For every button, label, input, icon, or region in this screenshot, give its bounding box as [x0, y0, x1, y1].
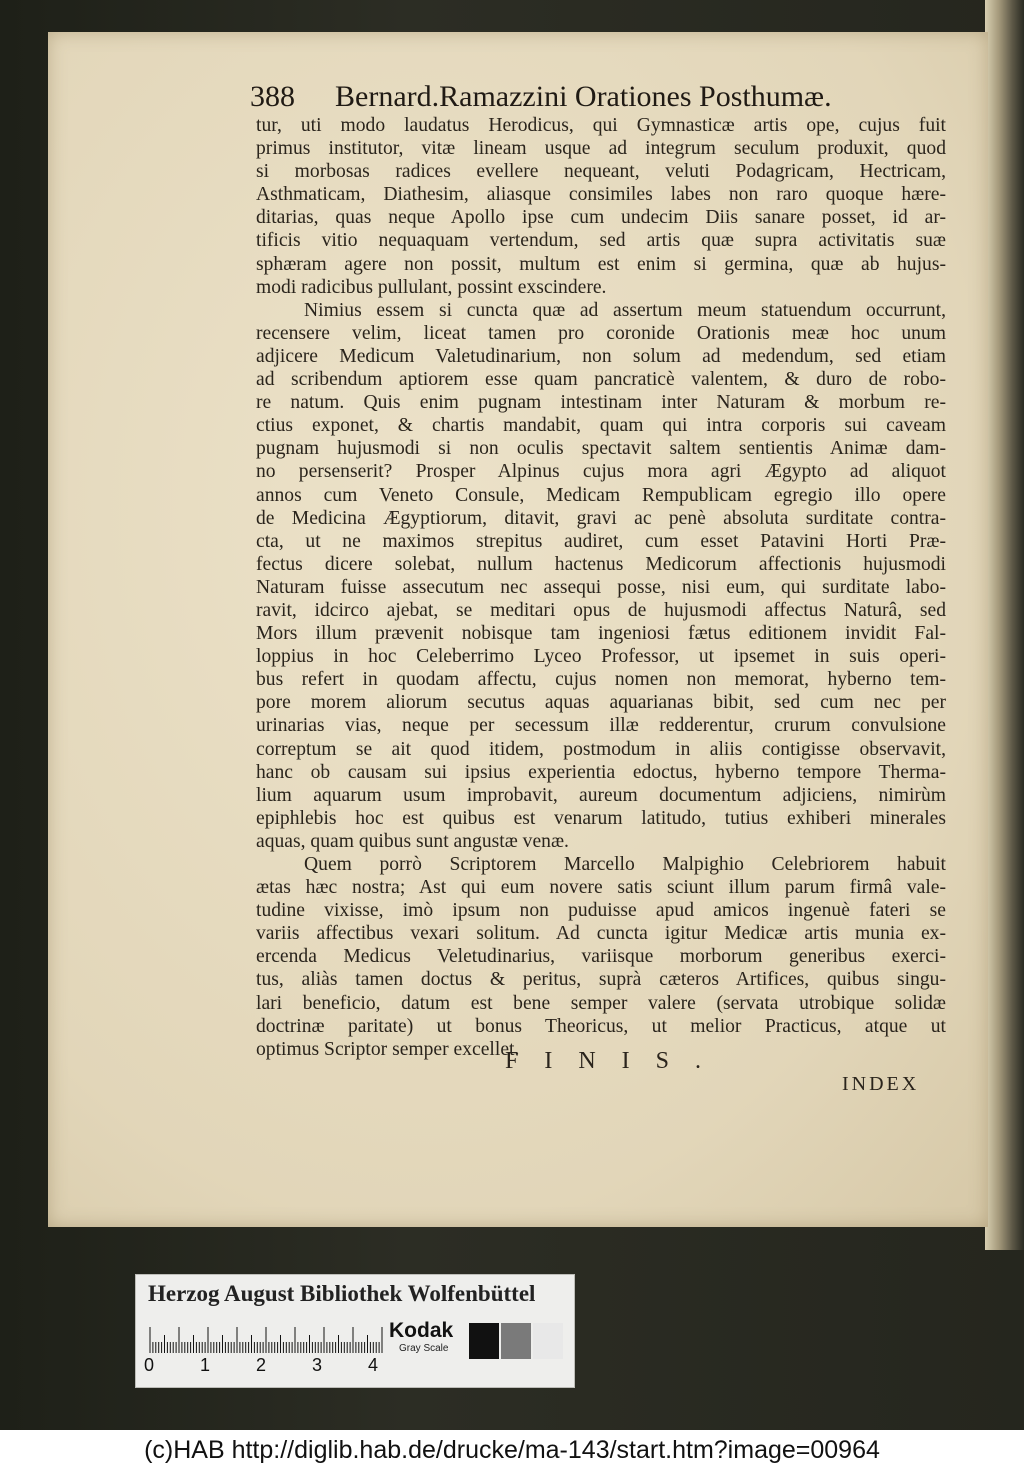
gray-scale-label: Gray Scale	[399, 1343, 449, 1354]
gray-patch-dark	[469, 1323, 499, 1359]
text-line: fectus dicere solebat, nullum hactenus Medicorum affectionis hujusmodi	[256, 553, 946, 575]
body-text	[256, 114, 946, 1061]
text-line: aquas, quam quibus sunt angustæ venæ.	[256, 830, 569, 852]
scale-numbers	[144, 1355, 384, 1379]
text-line: loppius in hoc Celeberrimo Lyceo Professor, ut ipsemet in suis operi-	[256, 646, 946, 668]
book-spine-edge	[985, 0, 1024, 1250]
scale-number: 3	[312, 1355, 323, 1375]
text-line: no persenserit? Prosper Alpinus cujus mora agri Ægypto ad aliquot	[256, 461, 946, 483]
text-line: adjicere Medicum Valetudinarium, non solum ad medendum, sed etiam	[256, 345, 946, 367]
text-line: re natum. Quis enim pugnam intestinam inter Naturam & morbum re-	[256, 392, 946, 414]
text-line: epiphlebis hoc est quibus est venarum latitudo, tutius exhiberi minerales	[256, 807, 946, 829]
text-line: tur, uti modo laudatus Herodicus, qui Gymnasticæ artis ope, cujus fuit	[256, 115, 946, 136]
gray-patch-light	[533, 1323, 563, 1359]
text-line: ætas hæc nostra; Ast qui eum novere satis sciunt illum parum firmâ vale-	[256, 877, 946, 899]
text-line: ercenda Medicus Veletudinarius, variisque morborum generibus exerci-	[256, 946, 946, 968]
text-line: primus institutor, vitæ lineam usque ad integrum seculum produxit, quod	[256, 138, 946, 160]
text-line: tus, aliàs tamen doctus & peritus, suprà cæteros Artifices, quibus singu-	[256, 969, 946, 991]
text-line: urinarias vias, neque per secessum illæ redderentur, crurum convulsione	[256, 715, 946, 737]
scale-number: 2	[256, 1355, 267, 1375]
text-line: doctrinæ paritate) ut bonus Theoricus, ut melior Practicus, atque ut	[256, 1015, 946, 1037]
library-name: Herzog August Bibliothek Wolfenbüttel	[148, 1281, 536, 1306]
source-footer: (c)HAB http://diglib.hab.de/drucke/ma-143/start.htm?image=00964	[0, 1430, 1024, 1470]
text-line: ctius exponet, & chartis mandabit, quam qui intra corporis sui caveam	[256, 415, 946, 437]
text-line: optimus Scriptor semper excellet.	[256, 1038, 520, 1060]
text-line: hanc ob causam sui ipsius experientia edoctus, hyberno tempore Therma-	[256, 761, 946, 783]
text-line: pore morem aliorum secutus aquas aquarianas bibit, sed cum nec per	[256, 692, 946, 714]
text-line: cta, ut ne maximos strepitus audiret, cum esset Patavini Horti Præ-	[256, 530, 946, 552]
text-line: annos cum Veneto Consule, Medicam Rempublicam egregio illo opere	[256, 484, 946, 506]
text-line: correptum se ait quod itidem, postmodum in aliis contigisse observavit,	[256, 738, 946, 760]
text-line: tudine vixisse, imò ipsum non puduisse apud amicos ingenuè fateri se	[256, 900, 946, 922]
text-line: pugnam hujusmodi si non oculis spectavit saltem sentientis Animæ dam-	[256, 438, 946, 460]
page-number: 388	[250, 80, 295, 113]
finis-mark: FINIS.	[505, 1048, 728, 1074]
text-line: de Medicina Ægyptiorum, ditavit, gravi ac penè absoluta surditate contra-	[256, 507, 946, 529]
catchword: INDEX	[842, 1073, 920, 1095]
gray-patch-mid	[501, 1323, 531, 1359]
text-line: Asthmaticam, Diathesim, aliasque consimiles labes non raro quoque hære-	[256, 184, 946, 206]
text-line: lium aquarum usum improbavit, aureum documentum adjiciens, nimirùm	[256, 784, 946, 806]
text-line: sphæram agere non possit, multum est enim si germina, quæ ab hujus-	[256, 253, 946, 275]
text-line: ravit, idcirco ajebat, se meditari opus de hujusmodi affectus Naturâ, sed	[256, 599, 946, 621]
scale-number: 4	[368, 1355, 379, 1375]
kodak-logo: Kodak	[389, 1319, 454, 1342]
text-line: tificis vitio nequaquam vertendum, sed artis quæ supra activitatis suæ	[256, 230, 946, 252]
text-line: Mors illum prævenit nobisque tam ingeniosi fætus editionem invidit Fal-	[256, 623, 946, 645]
text-line: ditarias, quas neque Apollo ipse cum undecim Diis sanare posset, id ar-	[256, 207, 946, 229]
text-line: variis affectibus vexari solitum. Ad cuncta igitur Medicæ artis munia ex-	[256, 923, 946, 945]
scale-number: 1	[200, 1355, 211, 1375]
text-line: Nimius essem si cuncta quæ ad assertum meum statuendum occurrunt,	[304, 299, 946, 321]
text-line: modi radicibus pullulant, possint exscindere.	[256, 276, 607, 298]
text-line: Quem porrò Scriptorem Marcello Malpighio Celebriorem habuit	[304, 854, 946, 875]
scale-ruler	[148, 1325, 386, 1353]
text-line: si morbosas radices evellere nequeant, veluti Podagricam, Hectricam,	[256, 161, 946, 183]
running-title: Bernard.Ramazzini Orationes Posthumæ.	[335, 80, 832, 113]
text-line: lari beneficio, datum est bene semper valere (servata utrobique solidæ	[256, 992, 946, 1014]
text-line: ad scribendum aptiorem esse quam pancraticè valentem, & duro de robo-	[256, 369, 946, 391]
text-line: bus refert in quodam affectu, cujus nomen non memorat, hyberno tem-	[256, 669, 946, 691]
color-target-card	[135, 1274, 575, 1388]
text-line: Naturam fuisse assecutum nec assequi posse, nisi eum, qui surditate labo-	[256, 576, 946, 598]
scale-number: 0	[144, 1355, 155, 1375]
text-line: recensere velim, liceat tamen pro coronide Orationis meæ hoc unum	[256, 322, 946, 344]
